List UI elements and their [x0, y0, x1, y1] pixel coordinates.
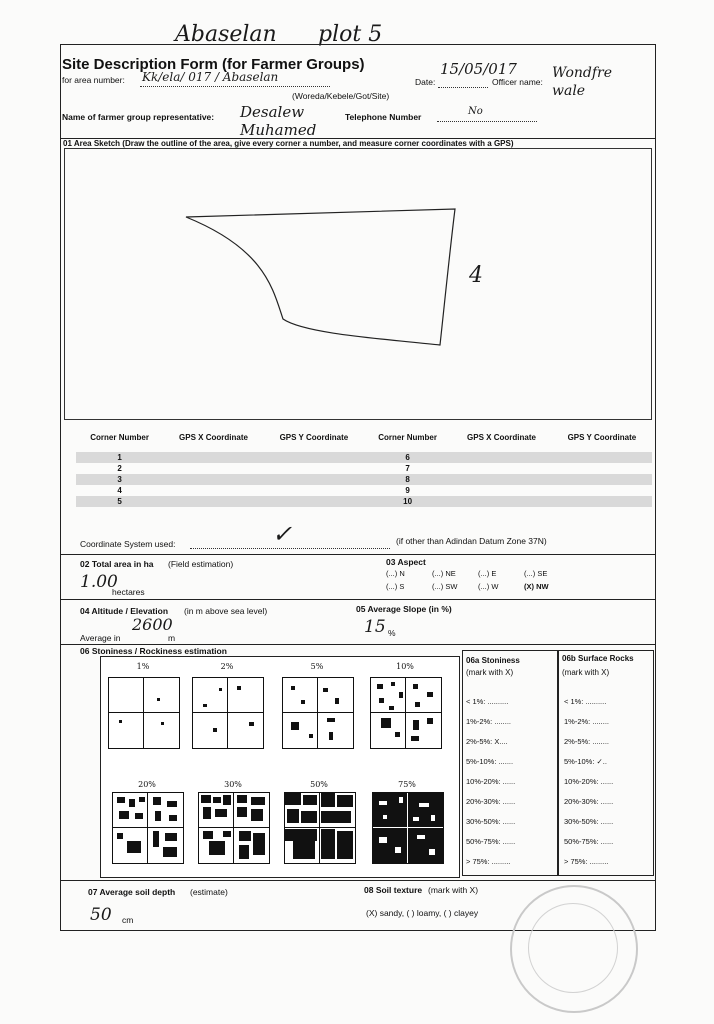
surface-rocks-title: 06b Surface Rocks: [562, 654, 634, 663]
corner-number: 10: [364, 496, 451, 507]
gps-coordinates-table: [76, 422, 652, 507]
official-stamp-inner: [528, 903, 618, 993]
corner-number: 2: [117, 464, 122, 473]
soil-texture-label: 08 Soil texture: [364, 885, 423, 895]
table-row: [76, 452, 652, 463]
table-row: [76, 496, 652, 507]
corner-number: 6: [364, 452, 451, 463]
pattern-label: 10%: [396, 662, 414, 671]
stoniness-pattern-20pct: [112, 792, 184, 864]
stoniness-option[interactable]: 20%-30%: ......: [466, 797, 516, 806]
pattern-label: 50%: [310, 780, 328, 789]
stoniness-pattern-75pct: [372, 792, 444, 864]
slope-unit: %: [388, 628, 396, 638]
stoniness-title: 06a Stoniness: [466, 656, 520, 665]
corner-number: 5: [76, 496, 163, 507]
aspect-label: 03 Aspect: [386, 557, 426, 567]
header-corner-number-right: Corner Number: [378, 432, 437, 442]
altitude-sub: (in m above sea level): [184, 606, 268, 616]
stoniness-pattern-5pct: [282, 677, 354, 749]
total-area-unit: hectares: [112, 587, 145, 597]
pattern-label: 1%: [136, 662, 150, 671]
stoniness-option[interactable]: < 1%: ..........: [466, 697, 509, 706]
surface-rocks-option[interactable]: 20%-30%: ......: [564, 797, 614, 806]
soil-texture-sub: (mark with X): [428, 885, 479, 895]
stoniness-sub: (mark with X): [466, 668, 514, 677]
surface-rocks-option-selected[interactable]: 5%-10%: ✓..: [564, 757, 607, 766]
soil-depth-value[interactable]: 50: [90, 905, 112, 925]
header-corner-number-left: Corner Number: [90, 432, 149, 442]
stoniness-option[interactable]: 10%-20%: ......: [466, 777, 516, 786]
form-title: Site Description Form (for Farmer Groups): [62, 56, 365, 73]
aspect-ne[interactable]: (...) NE: [432, 569, 456, 578]
officer-label: Officer name:: [492, 77, 543, 87]
slope-label: 05 Average Slope (in %): [356, 604, 452, 614]
pattern-label: 20%: [138, 780, 156, 789]
stoniness-option[interactable]: 5%-10%: .......: [466, 757, 514, 766]
soil-depth-unit: cm: [122, 915, 134, 925]
header-gps-x-left: GPS X Coordinate: [179, 432, 248, 442]
header-gps-x-right: GPS X Coordinate: [467, 432, 536, 442]
stoniness-option[interactable]: 1%-2%: ........: [466, 717, 512, 726]
aspect-sw[interactable]: (...) SW: [432, 582, 458, 591]
coord-system-note: (if other than Adindan Datum Zone 37N): [396, 536, 547, 546]
corner-number: 3: [76, 474, 163, 485]
soil-texture-options[interactable]: (X) sandy, ( ) loamy, ( ) clayey: [366, 908, 479, 918]
handwritten-location: Abaselan: [175, 22, 277, 47]
pattern-label: 30%: [224, 780, 242, 789]
area-outline-drawing: [65, 149, 651, 419]
table-row: [76, 463, 652, 474]
pattern-label: 2%: [220, 662, 234, 671]
altitude-prefix: Average in: [80, 633, 121, 643]
surface-rocks-option[interactable]: < 1%: ..........: [564, 697, 607, 706]
stoniness-option[interactable]: 30%-50%: ......: [466, 817, 516, 826]
phone-label: Telephone Number: [345, 112, 422, 122]
surface-rocks-option[interactable]: > 75%: .........: [564, 857, 609, 866]
area-sketch-box[interactable]: [64, 148, 652, 420]
soil-depth-sub: (estimate): [190, 887, 228, 897]
officer-value[interactable]: Wondfre wale: [552, 65, 613, 99]
date-label: Date:: [415, 77, 436, 87]
surface-rocks-option[interactable]: 2%-5%: ........: [564, 737, 610, 746]
rep-label: Name of farmer group representative:: [62, 112, 215, 122]
aspect-se[interactable]: (...) SE: [524, 569, 548, 578]
header-gps-y-left: GPS Y Coordinate: [279, 432, 349, 442]
rep-value[interactable]: Desalew Muhamed: [240, 103, 317, 139]
area-number-label: for area number:: [62, 75, 125, 85]
pattern-label: 5%: [310, 662, 324, 671]
altitude-value[interactable]: 2600: [132, 615, 173, 634]
aspect-w[interactable]: (...) W: [478, 582, 499, 591]
stoniness-option-selected[interactable]: 2%-5%: X....: [466, 737, 508, 746]
surface-rocks-option[interactable]: 50%-75%: ......: [564, 837, 614, 846]
date-value[interactable]: 15/05/017: [440, 60, 517, 78]
corner-mark: 4: [469, 263, 483, 288]
corner-number: 1: [76, 452, 163, 463]
corner-number: 4: [117, 486, 122, 495]
stoniness-pattern-1pct: [108, 677, 180, 749]
altitude-label: 04 Altitude / Elevation: [80, 606, 169, 616]
surface-rocks-sub: (mark with X): [562, 668, 610, 677]
total-area-sub: (Field estimation): [168, 559, 234, 569]
coord-system-check[interactable]: ✓: [272, 520, 293, 548]
stoniness-option[interactable]: 50%-75%: ......: [466, 837, 516, 846]
phone-value[interactable]: No: [468, 106, 483, 117]
stoniness-pattern-10pct: [370, 677, 442, 749]
stoniness-option[interactable]: > 75%: .........: [466, 857, 511, 866]
pattern-label: 75%: [398, 780, 416, 789]
corner-number: 9: [405, 486, 410, 495]
handwritten-plot: plot 5: [318, 22, 383, 47]
slope-value[interactable]: 15: [364, 617, 386, 637]
surface-rocks-option[interactable]: 10%-20%: ......: [564, 777, 614, 786]
aspect-n[interactable]: (...) N: [386, 569, 405, 578]
surface-rocks-option[interactable]: 30%-50%: ......: [564, 817, 614, 826]
table-row: [76, 474, 652, 485]
altitude-unit: m: [168, 633, 176, 643]
total-area-value[interactable]: 1.00: [80, 572, 118, 592]
stoniness-pattern-30pct: [198, 792, 270, 864]
corner-number: 7: [405, 464, 410, 473]
aspect-s[interactable]: (...) S: [386, 582, 405, 591]
sketch-heading: 01 Area Sketch (Draw the outline of the area, give every corner a number, and measure corner coordinates with a GPS): [63, 139, 514, 148]
area-number-value[interactable]: Kk/ela/ 017 / Abaselan: [142, 70, 279, 84]
corner-number: 8: [364, 474, 451, 485]
stoniness-pattern-2pct: [192, 677, 264, 749]
aspect-e[interactable]: (...) E: [478, 569, 497, 578]
stoniness-pattern-50pct: [284, 792, 356, 864]
header-gps-y-right: GPS Y Coordinate: [567, 432, 637, 442]
table-row: [76, 485, 652, 496]
soil-depth-label: 07 Average soil depth: [88, 887, 176, 897]
stoniness-heading: 06 Stoniness / Rockiness estimation: [80, 646, 227, 656]
coord-system-label: Coordinate System used:: [80, 539, 176, 549]
area-number-sub: (Woreda/Kebele/Got/Site): [292, 91, 390, 101]
surface-rocks-option[interactable]: 1%-2%: ........: [564, 717, 610, 726]
total-area-label: 02 Total area in ha: [80, 559, 154, 569]
aspect-nw[interactable]: (X) NW: [524, 582, 549, 591]
